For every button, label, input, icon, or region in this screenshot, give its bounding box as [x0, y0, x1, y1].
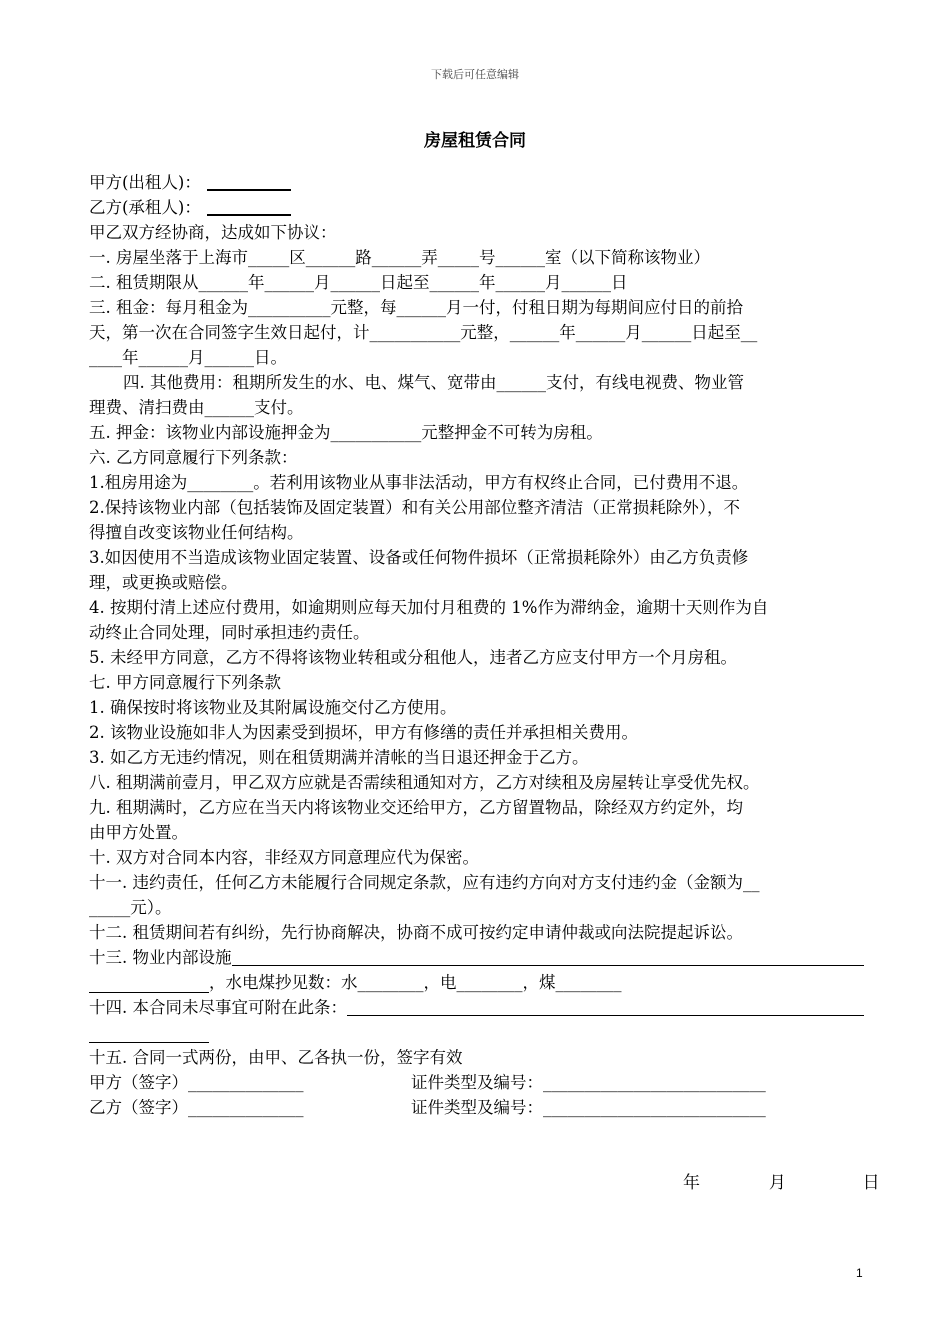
signature-row-b	[89, 1095, 864, 1120]
facilities-label: 十三. 物业内部设施	[89, 948, 232, 967]
meter-readings-text: ，水电煤抄见数：水________，电________，煤________	[209, 973, 622, 992]
clause-line: 四. 其他费用：租期所发生的水、电、煤气、宽带由______支付，有线电视费、物业管	[123, 373, 744, 392]
clause-line: 十. 双方对合同本内容，非经双方同意理应代为保密。	[89, 848, 479, 867]
clause-line: ____年______月______日。	[89, 348, 287, 367]
clause-line: 2. 该物业设施如非人为因素受到损坏，甲方有修缮的责任并承担相关费用。	[89, 723, 638, 742]
supplement-blank-continued	[89, 1024, 209, 1043]
clause-line: 十五. 合同一式两份，由甲、乙各执一份，签字有效	[89, 1048, 463, 1067]
date-year: 年	[683, 1173, 700, 1193]
clause-line: 动终止合同处理，同时承担违约责任。	[89, 623, 370, 642]
clause-line: 1. 确保按时将该物业及其附属设施交付乙方使用。	[89, 698, 457, 717]
clause-line: _____元）。	[89, 898, 172, 917]
party-a-line	[89, 170, 864, 195]
clause-line: 三. 租金：每月租金为__________元整，每______月一付，付租日期为每期间应付日的前拾	[89, 298, 743, 317]
date-day: 日	[862, 1173, 880, 1193]
supplement-blank-continued-line	[89, 1020, 864, 1045]
clause-line: 2.保持该物业内部（包括装饰及固定装置）和有关公用部位整齐清洁（正常损耗除外），不	[89, 498, 740, 517]
clause-line: 理，或更换或赔偿。	[89, 573, 238, 592]
supplement-blank	[347, 997, 864, 1016]
facilities-line	[89, 945, 864, 970]
date-month: 月	[768, 1173, 786, 1193]
party-b-line	[89, 195, 864, 220]
clause-line: 甲乙双方经协商，达成如下协议：	[89, 223, 337, 242]
clause-line: 二. 租赁期限从______年______月______日起至______年______月______日	[89, 273, 628, 292]
signing-date	[683, 1168, 880, 1193]
page-number: 1	[856, 1266, 863, 1280]
clause-line: 4. 按期付清上述应付费用，如逾期则应每天加付月租费的 1%作为滞纳金，逾期十天则作为自	[89, 598, 769, 617]
clause-line: 得擅自改变该物业任何结构。	[89, 523, 304, 542]
supplement-label: 十四. 本合同未尽事宜可附在此条：	[89, 998, 347, 1017]
party-b-id: 证件类型及编号：___________________________	[411, 1098, 766, 1117]
clause-line: 1.租房用途为________。若利用该物业从事非法活动，甲方有权终止合同，已付费用不退。	[89, 473, 749, 492]
clause-line: 由甲方处置。	[89, 823, 188, 842]
clause-line: 3.如因使用不当造成该物业固定装置、设备或任何物件损坏（正常损耗除外）由乙方负责修	[89, 548, 749, 567]
clause-line: 天，第一次在合同签字生效日起付，计___________元整，______年______月______日起至__	[89, 323, 758, 342]
clause-line: 八. 租期满前壹月，甲乙双方应就是否需续租通知对方，乙方对续租及房屋转让享受优先权。	[89, 773, 760, 792]
party-b-label: 乙方(承租人)：	[89, 198, 201, 217]
contract-body	[89, 170, 864, 1120]
clause-line: 十一. 违约责任，任何乙方未能履行合同规定条款，应有违约方向对方支付违约金（金额为__	[89, 873, 760, 892]
clause-line: 十二. 租赁期间若有纠纷，先行协商解决，协商不成可按约定申请仲裁或向法院提起诉讼。	[89, 923, 743, 942]
clause-line: 九. 租期满时，乙方应在当天内将该物业交还给甲方，乙方留置物品，除经双方约定外，均	[89, 798, 743, 817]
clause-line: 3. 如乙方无违约情况，则在租赁期满并清帐的当日退还押金于乙方。	[89, 748, 589, 767]
clause-line: 理费、清扫费由______支付。	[89, 398, 304, 417]
clause-line: 一. 房屋坐落于上海市_____区______路______弄_____号______室（以下简称该物业）	[89, 248, 710, 267]
party-b-blank	[207, 195, 291, 216]
party-a-blank	[207, 170, 291, 191]
party-b-signature: 乙方（签字）______________	[89, 1098, 304, 1117]
supplement-line	[89, 995, 864, 1020]
party-a-id: 证件类型及编号：___________________________	[411, 1073, 766, 1092]
facilities-blank-continued	[89, 974, 209, 993]
signature-row-a	[89, 1070, 864, 1095]
clause-line: 五. 押金：该物业内部设施押金为___________元整押金不可转为房租。	[89, 423, 603, 442]
party-a-signature: 甲方（签字）______________	[89, 1073, 304, 1092]
clause-line: 5. 未经甲方同意，乙方不得将该物业转租或分租他人，违者乙方应支付甲方一个月房租。	[89, 648, 737, 667]
header-note: 下载后可任意编辑	[431, 68, 519, 81]
clause-line: 七. 甲方同意履行下列条款	[89, 673, 281, 692]
document-title: 房屋租赁合同	[424, 131, 526, 151]
clause-line: 六. 乙方同意履行下列条款：	[89, 448, 298, 467]
party-a-label: 甲方(出租人)：	[89, 173, 201, 192]
facilities-blank	[232, 947, 865, 966]
meter-readings-line	[89, 970, 864, 995]
